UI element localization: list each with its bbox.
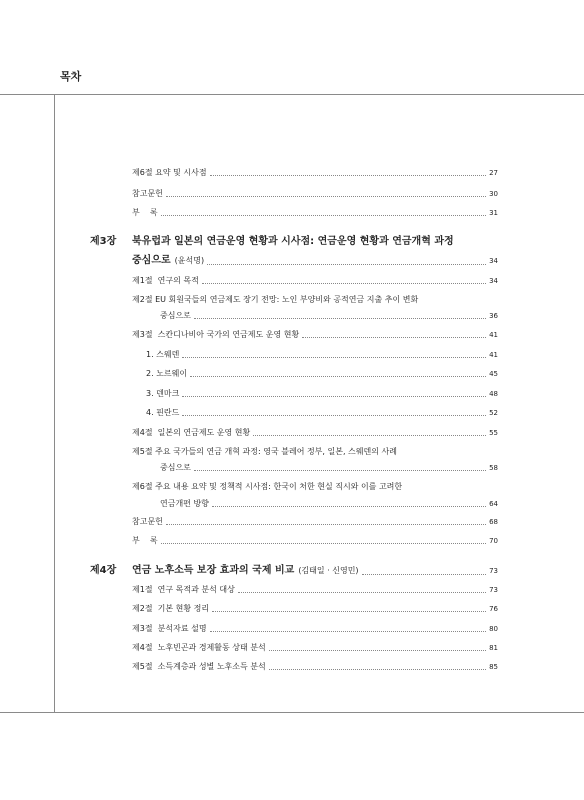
toc-entry-page: 70 (489, 537, 498, 545)
toc-entry-page: 45 (489, 370, 498, 378)
chapter-author: (김태일 · 신영민) (298, 566, 359, 575)
toc-entry-label: 부 록 (132, 536, 158, 545)
toc-leader (182, 396, 486, 397)
chapter-title-line2: 중심으로 (132, 255, 171, 266)
toc-entry-label: 제3절 분석자료 설명 (132, 624, 207, 633)
toc-leader (210, 175, 487, 176)
toc-entry-page: 73 (489, 567, 498, 575)
toc-entry-label[interactable]: 제2절 EU 회원국들의 연금제도 장기 전망: 노인 부양비와 공적연금 지출 추이 변화 (132, 295, 419, 304)
toc-entry[interactable] (146, 389, 498, 399)
toc-leader (182, 357, 486, 358)
toc-leader (202, 283, 486, 284)
toc-leader (194, 318, 486, 319)
toc-leader (269, 669, 486, 670)
toc-entry-label: 제4절 일본의 연금제도 운영 현황 (132, 428, 251, 437)
toc-entry-label: 4. 핀란드 (146, 408, 180, 417)
toc-entry-label: 부 록 (132, 208, 158, 217)
toc-entry-label: 참고문헌 (132, 189, 163, 198)
toc-entry-label: 제6절 요약 및 시사점 (132, 168, 207, 177)
toc-entry-continued[interactable] (160, 311, 498, 321)
toc-leader (166, 196, 486, 197)
toc-entry-label: 참고문헌 (132, 517, 163, 526)
toc-entry[interactable] (132, 189, 498, 199)
toc-entry-page: 48 (489, 390, 498, 398)
toc-entry-label: 2. 노르웨이 (146, 369, 188, 378)
toc-leader (190, 376, 486, 377)
toc-entry-continued[interactable] (160, 463, 498, 473)
toc-entry-page: 41 (489, 351, 498, 359)
toc-entry-label: 제5절 소득계층과 성별 노후소득 분석 (132, 662, 266, 671)
toc-entry-page: 41 (489, 331, 498, 339)
toc-entry-page: 85 (489, 663, 498, 671)
chapter-number: 제3장 (90, 236, 117, 247)
toc-entry[interactable] (132, 643, 498, 653)
toc-entry-label: 제2절 기본 현황 정리 (132, 604, 210, 613)
toc-entry-label: 3. 덴마크 (146, 389, 180, 398)
toc-entry-page: 68 (489, 518, 498, 526)
toc-entry[interactable] (132, 536, 498, 546)
toc-entry-page: 36 (489, 312, 498, 320)
toc-leader (182, 415, 486, 416)
toc-entry-page: 27 (489, 169, 498, 177)
toc-entry-continued[interactable] (160, 499, 498, 509)
toc-leader (253, 435, 486, 436)
toc-entry-label[interactable]: 제6절 주요 내용 요약 및 정책적 시사점: 한국이 처한 현실 직시와 이를 고려한 (132, 482, 403, 491)
toc-entry[interactable] (132, 208, 498, 218)
toc-entry-label: 제4절 노후빈곤과 경제활동 상태 분석 (132, 643, 266, 652)
page-header-title: 목차 (60, 70, 82, 83)
toc-entry[interactable] (132, 624, 498, 634)
toc-leader (161, 543, 486, 544)
toc-entry-label[interactable]: 제5절 주요 국가들의 연금 개혁 과정: 영국 블레어 정부, 일본, 스웨덴의 사례 (132, 447, 397, 456)
toc-entry-label-line2: 중심으로 (160, 463, 191, 472)
toc-entry[interactable] (132, 330, 498, 340)
toc-entry-page: 34 (489, 277, 498, 285)
toc-entry-page: 81 (489, 644, 498, 652)
chapter-title[interactable] (132, 565, 498, 577)
toc-leader (238, 592, 486, 593)
toc-leader (194, 470, 486, 471)
chapter-title-text: 연금 노후소득 보장 효과의 국제 비교 (132, 565, 295, 576)
toc-entry-label-line2: 중심으로 (160, 311, 191, 320)
chapter-title[interactable]: 북유럽과 일본의 연금운영 현황과 시사점: 연금운영 현황과 연금개혁 과정 (132, 236, 454, 247)
toc-entry[interactable] (132, 662, 498, 672)
toc-entry[interactable] (132, 517, 498, 527)
toc-leader (362, 574, 487, 575)
toc-entry-page: 73 (489, 586, 498, 594)
chapter-number: 제4장 (90, 565, 117, 576)
toc-leader (207, 264, 486, 265)
toc-entry-page: 58 (489, 464, 498, 472)
toc-leader (302, 337, 486, 338)
toc-leader (212, 611, 486, 612)
toc-entry[interactable] (132, 585, 498, 595)
toc-entry-label: 제1절 연구의 목적 (132, 276, 199, 285)
toc-entry-label: 1. 스웨덴 (146, 350, 180, 359)
toc-entry[interactable] (146, 408, 498, 418)
toc-entry-page: 76 (489, 605, 498, 613)
chapter-author: (윤석명) (174, 256, 205, 265)
toc-entry[interactable] (132, 276, 498, 286)
toc-entry-label: 제3절 스칸디나비아 국가의 연금제도 운영 현황 (132, 330, 300, 339)
toc-entry[interactable] (132, 168, 498, 178)
toc-entry-page: 34 (489, 257, 498, 265)
toc-entry[interactable] (146, 369, 498, 379)
toc-leader (269, 650, 486, 651)
toc-leader (166, 524, 486, 525)
toc-entry-page: 31 (489, 209, 498, 217)
toc-entry-label: 제1절 연구 목적과 분석 대상 (132, 585, 235, 594)
toc-entry-page: 55 (489, 429, 498, 437)
toc-leader (161, 215, 486, 216)
toc-leader (210, 631, 487, 632)
chapter-title-continued[interactable] (132, 255, 498, 267)
toc-entry[interactable] (146, 350, 498, 360)
toc-entry-label-line2: 연금개편 방향 (160, 499, 209, 508)
toc-entry[interactable] (132, 604, 498, 614)
toc-entry-page: 30 (489, 190, 498, 198)
toc-entry[interactable] (132, 428, 498, 438)
toc-entry-page: 64 (489, 500, 498, 508)
toc-leader (212, 506, 486, 507)
toc-entry-page: 80 (489, 625, 498, 633)
toc-entry-page: 52 (489, 409, 498, 417)
